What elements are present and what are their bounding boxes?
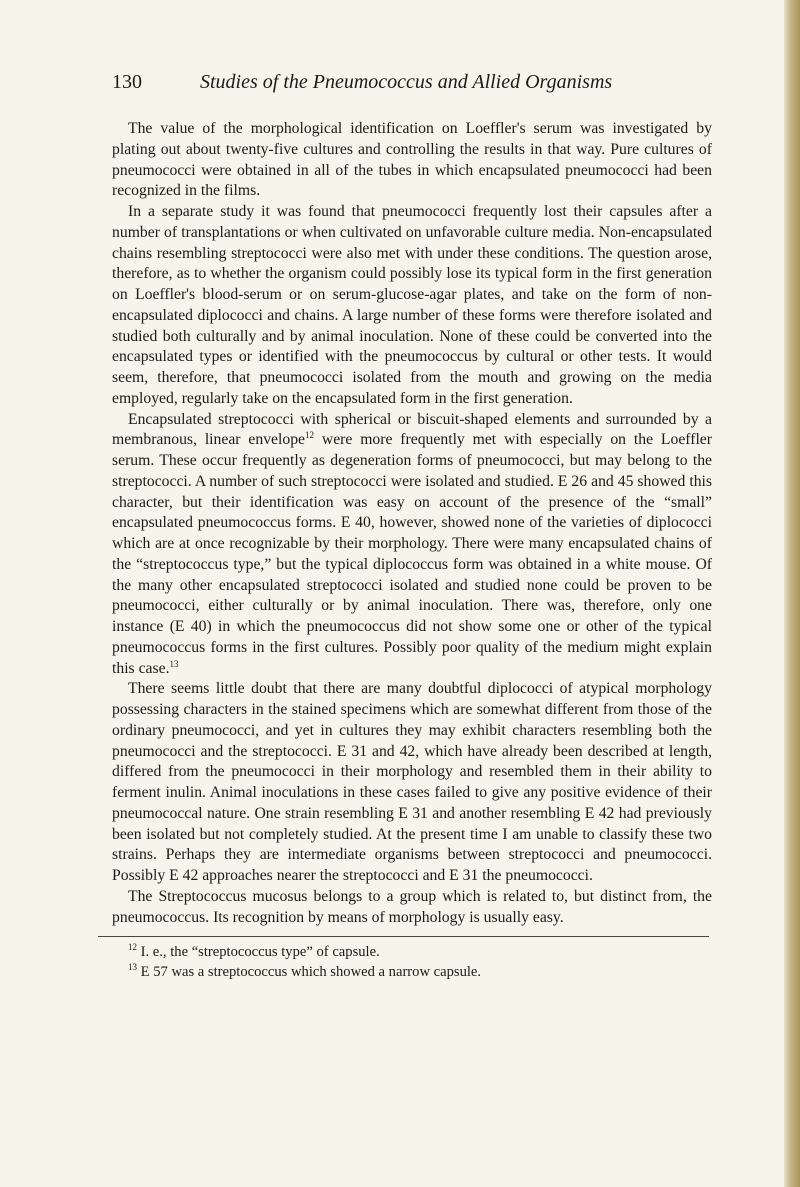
footnote (112, 963, 712, 983)
footnote-marker: 12 (128, 942, 137, 953)
footnote-ref: 13 (169, 658, 179, 669)
book-page (112, 64, 712, 982)
footnotes (112, 943, 712, 982)
footnote-text: E 57 was a streptococcus which showed a narrow capsule. (137, 963, 482, 980)
footnote (112, 943, 712, 963)
paragraph-text: were more frequently met with especially on the Loeffler serum. These occur frequently as degeneration forms of pneumococci, but may belong to the streptococci. A number of such streptococci were isolated and studied. E 26 and 45 showed this character, but their identification was easy on account of the presence of the “small” encapsulated pneumococcus forms. E 40, however, showed none of the varieties of diplococci which are at once recognizable by their morphology. There were many encapsulated chains of the “streptococcus type,” but the typical diplococcus form was obtained in a white mouse. Of the many other encapsulated streptococci isolated and studied none could be proven to be pneumococci, either culturally or by animal inoculation. There was, therefore, only one instance (E 40) in which the pneumococcus did not show some one or other of the typical pneumococcus forms in the first cultures. Possibly poor quality of the medium might explain this case. (112, 431, 712, 677)
page-edge-shadow (784, 0, 800, 1187)
page-number: 130 (112, 71, 142, 93)
paragraph: There seems little doubt that there are many doubtful diplococci of atypical morphology possessing characters in the stained specimens which are somewhat different from those of the ordinary pneumococci, and yet in cultures they may exhibit characters resembling both the pneumococci and the streptococci. E 31 and 42, which have already been described at length, differed from the pneumococci in their morphology and resembled them in their ability to ferment inulin. Animal inoculations in these cases failed to give any positive evidence of their pneumococcal nature. One strain resembling E 31 and another resembling E 42 had previously been isolated but not completely studied. At the present time I am unable to classify these two strains. Perhaps they are intermediate organisms between streptococci and pneumococci. Possibly E 42 approaches nearer the streptococci and E 31 the pneumococci. (112, 680, 712, 884)
paragraph: The value of the morphological identification on Loeffler's serum was investigated by plating out about twenty-five cultures and controlling the results in that way. Pure cultures of pneumococci were obtained in all of the tubes in which encapsulated pneumococci had been recognized in the films. (112, 120, 712, 200)
running-header (112, 64, 712, 100)
footnote-text: I. e., the “streptococcus type” of capsule. (137, 944, 380, 961)
footnote-marker: 13 (128, 961, 137, 972)
footnote-ref: 12 (305, 430, 315, 441)
paragraph: In a separate study it was found that pneumococci frequently lost their capsules after a number of transplantations or when cultivated on unfavorable culture media. Non-encapsulated chains resembling streptococci were also met with under these conditions. The question arose, therefore, as to whether the organism could possibly lose its typical form in the first generation on Loeffler's blood-serum or on serum-glucose-agar plates, and take on the form of non-encapsulated diplococci and chains. A large number of these forms were therefore isolated and studied both culturally and by animal inoculation. None of these could be converted into the encapsulated types or identified with the pneumococcus by cultural or other tests. It would seem, therefore, that pneumococci isolated from the mouth and growing on the media employed, regularly take on the encapsulated form in the first generation. (112, 203, 712, 407)
running-title: Studies of the Pneumococcus and Allied Organisms (200, 71, 613, 93)
paragraph (112, 410, 712, 680)
paragraph: The Streptococcus mucosus belongs to a group which is related to, but distinct from, the pneumococcus. Its recognition by means of morphology is usually easy. (112, 887, 712, 926)
body-text (112, 119, 712, 928)
paragraph-text: Encapsulated streptococci with spherical or biscuit-shaped elements and surrounded by a membranous, linear envelope (112, 410, 712, 449)
footnote-divider (98, 936, 709, 937)
